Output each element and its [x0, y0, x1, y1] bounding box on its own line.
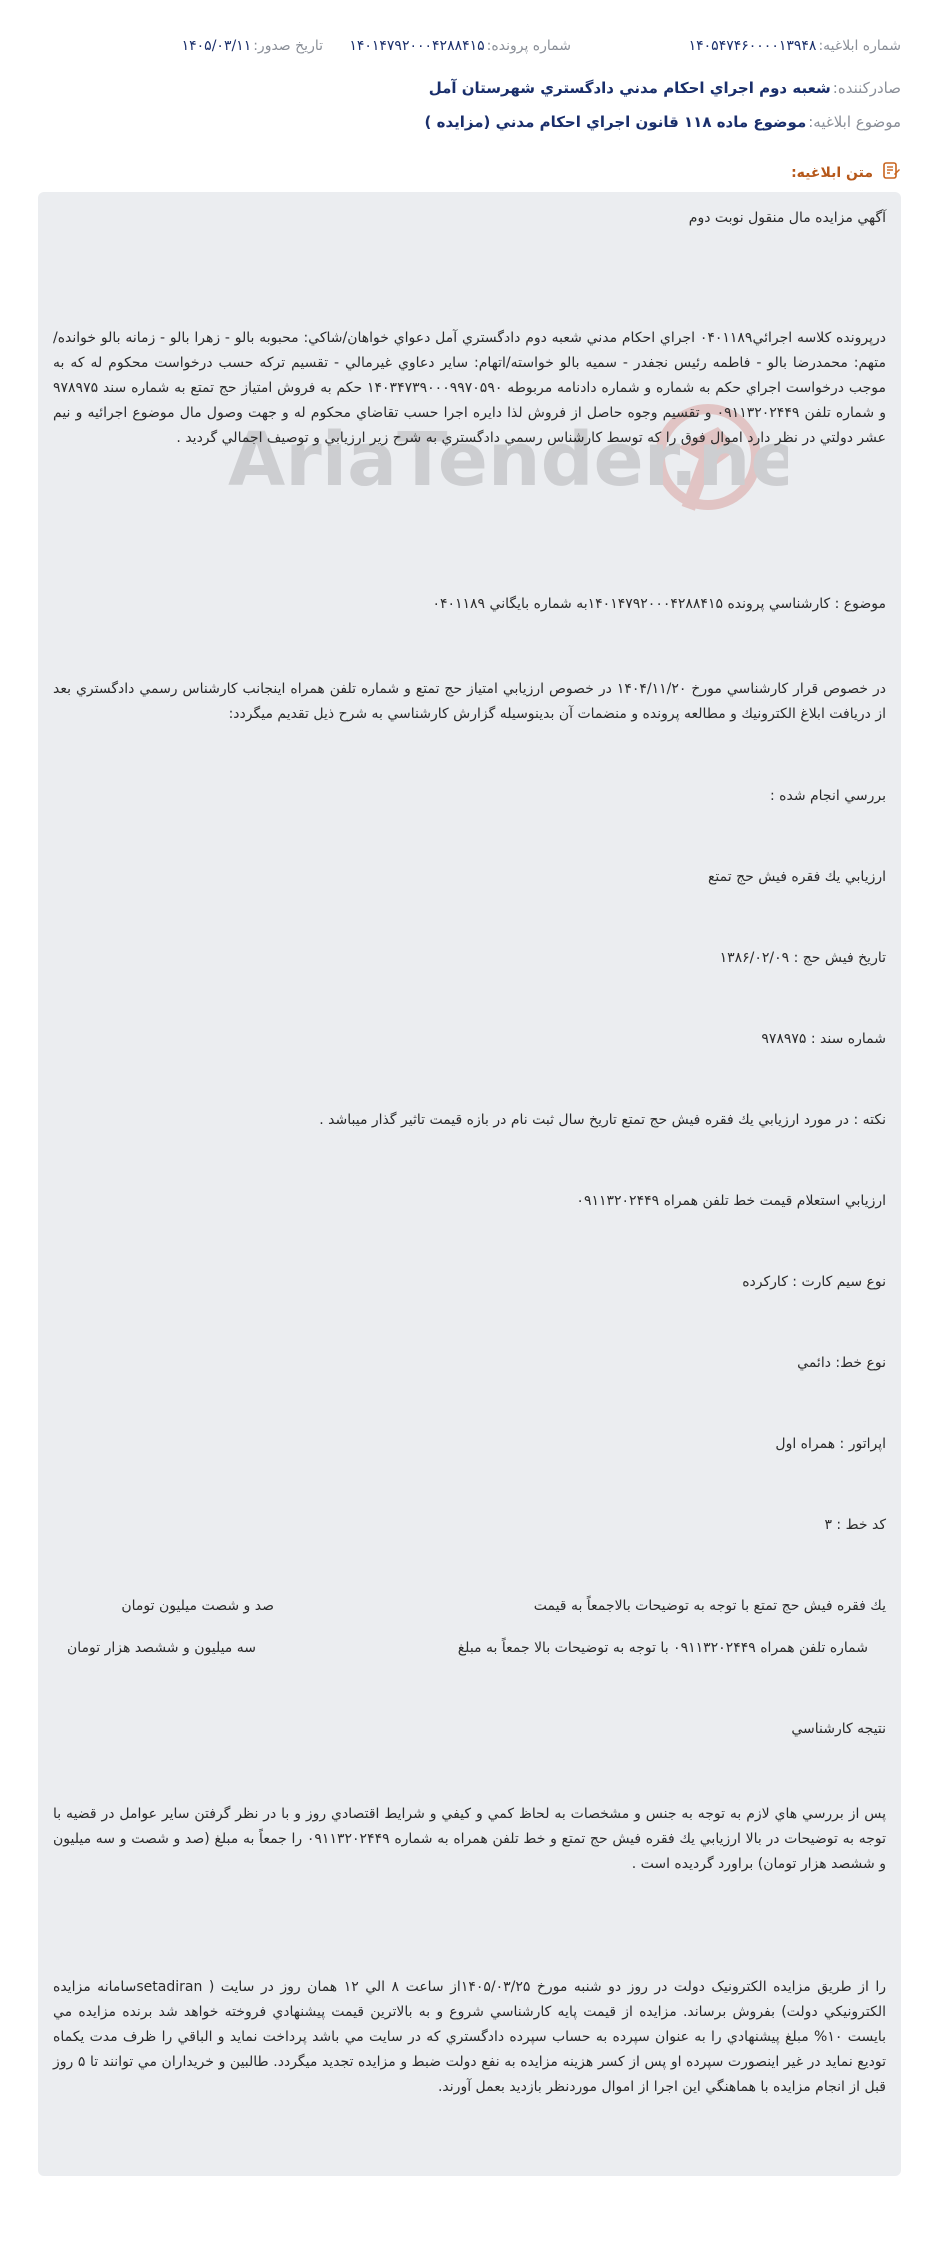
issuer-label: صادرکننده: [832, 79, 901, 97]
case-number [349, 38, 571, 54]
note-line: نكته : در مورد ارزيابي يك فقره فيش حج تمتع تاريخ سال ثبت نام در بازه قيمت تاثير گذار ميباشد . [319, 1112, 886, 1128]
case-number-value: ۱۴۰۱۴۷۹۲۰۰۰۴۲۸۸۴۱۵ [349, 38, 485, 54]
paragraph-result: پس از بررسي هاي لازم به توجه به جنس و مشخصات به لحاظ كمي و كيفي و شرايط اقتصادي روز و با در نظر گرفتن ساير عوامل در قضيه با توجه به توضيحات در بالا ارزيابي يك فقره فيش حج تمتع و خط تلفن همراه به شماره ۰۹۱۱۳۲۰۲۴۴۹ را جمعاً به مبلغ (صد و شصت و سه ميليون و ششصد هزار تومان) براورد گرديده است . [53, 1806, 886, 1872]
notice-body [38, 192, 901, 2176]
paragraph-expert-order: در خصوص قرار كارشناسي مورخ ۱۴۰۴/۱۱/۲۰ در خصوص ارزيابي امتياز حج تمتع و شماره تلفن همراه اينجانب كارشناس رسمي دادگستري بعد از دريافت ابلاغ الكترونيك و مطالعه پرونده و منضمات آن بدينوسيله گزارش كارشناسي به شرح ذيل تقديم ميگردد: [53, 681, 887, 722]
result-title: نتيجه كارشناسي [791, 1721, 886, 1737]
price-hajj-desc: يك فقره فيش حج تمتع با توجه به توضيحات بالاجمعاً به قيمت [533, 1598, 886, 1614]
price-hajj-value: صد و شصت ميليون تومان [121, 1598, 274, 1614]
doc-number: شماره سند : ۹۷۸۹۷۵ [761, 1031, 886, 1047]
line-code: كد خط : ۳ [824, 1517, 886, 1533]
subject-line: موضوع : كارشناسي پرونده ۱۴۰۱۴۷۹۲۰۰۰۴۲۸۸۴۱۵به شماره بايگاني ۰۴۰۱۱۸۹ [432, 596, 886, 612]
notice-number-label: شماره ابلاغيه: [818, 38, 901, 54]
notice-number [689, 38, 901, 54]
operator: اپراتور : همراه اول [775, 1436, 886, 1452]
eval-hajj: ارزيابي يك فقره فيش حج تمتع [707, 869, 886, 885]
subject-value: موضوع ماده ۱۱۸ قانون اجراي احكام مدني (مزايده ) [424, 113, 807, 131]
section-title-label: متن ابلاغيه: [791, 165, 873, 181]
issue-date-value: ۱۴۰۵/۰۳/۱۱ [181, 38, 252, 54]
watermark-text: AriaTender.ne [228, 417, 788, 503]
issue-date [182, 38, 323, 54]
paragraph-auction: را از طريق مزايده الكترونيک دولت در روز دو شنبه مورخ ۱۴۰۵/۰۳/۲۵از ساعت ۸ الي ۱۲ همان روز در سايت ( setadiranسامانه مزايده الكترونيكي دولت) بفروش برساند. مزايده از قيمت پايه كارشناسي شروع و به بالاترين قيمت پيشنهادي فروخته خواهد شد برنده مزايده مي بايست ۱۰% مبلغ پيشنهادي را به عنوان سپرده به حساب سپرده دادگستري كه در سايت مي باشد پرداخت نمايد و الباقي را ظرف مدت يكماه توديع نمايد در غير اينصورت سپرده او پس از كسر هزينه مزايده به نفع دولت ضبط و مزايده تجديد ميگردد. طالبين و خريداران مي توانند تا ۵ روز قبل از انجام مزايده با هماهنگي اين اجرا از اموال موردنظر بازديد بعمل آورند. [53, 1979, 887, 2095]
price-phone-desc: شماره تلفن همراه ۰۹۱۱۳۲۰۲۴۴۹ با توجه به توضيحات بالا جمعاً به مبلغ [457, 1640, 868, 1656]
price-phone-value: سه ميليون و ششصد هزار تومان [67, 1640, 256, 1656]
subject-label: موضوع ابلاغيه: [808, 113, 901, 131]
section-title [791, 161, 901, 185]
issuer-row [38, 79, 901, 97]
hajj-date: تاريخ فيش حج : ۱۳۸۶/۰۲/۰۹ [719, 950, 886, 966]
document-edit-icon [881, 161, 901, 185]
issue-date-label: تاريخ صدور: [253, 38, 323, 54]
paragraph-intro: درپرونده كلاسه اجرائي۰۴۰۱۱۸۹ اجراي احكام مدني شعبه دوم دادگستري آمل دعواي خواهان/شاكي: محبوبه بالو - زهرا بالو - زمانه بالو خوانده/متهم: محمدرضا بالو - فاطمه رئيس نجفدر - سميه بالو خواسته/اتهام: ساير دعاوي غيرمالي - تقسيم تركه حسب درخواست محكوم له كه به موجب درخواست اجراي حكم به شماره و شماره دادنامه مربوطه ۱۴۰۳۴۷۳۹۰۰۰۹۹۷۰۵۹۰ حكم به فروش امتياز حج تمتع به شماره سند ۹۷۸۹۷۵ و شماره تلفن ۰۹۱۱۳۲۰۲۴۴۹ و تقسيم وجوه حاصل از فروش لذا دايره اجرا حسب تقاضاي محكوم له و جهت وصول مال موضوع اجرائيه و نيم عشر دولتي در نظر دارد اموال فوق را كه توسط كارشناس رسمي دادگستري به شرح زير ارزيابي و توصيف اجمالي گرديد . [53, 330, 886, 446]
subject-row [38, 113, 901, 131]
sim-type: نوع سيم كارت : كاركرده [742, 1274, 886, 1290]
review-title: بررسي انجام شده : [769, 788, 886, 804]
line-type: نوع خط: دائمي [797, 1355, 886, 1371]
issuer-value: شعبه دوم اجراي احكام مدني دادگستري شهرستان آمل [428, 79, 831, 97]
notice-number-value: ۱۴۰۵۴۷۴۶۰۰۰۰۱۳۹۴۸ [688, 38, 817, 54]
notice-heading: آگهي مزايده مال منقول نوبت دوم [688, 210, 886, 226]
eval-phone: ارزيابي استعلام قيمت خط تلفن همراه ۰۹۱۱۳۲۰۲۴۴۹ [576, 1193, 886, 1209]
case-number-label: شماره پرونده: [486, 38, 571, 54]
